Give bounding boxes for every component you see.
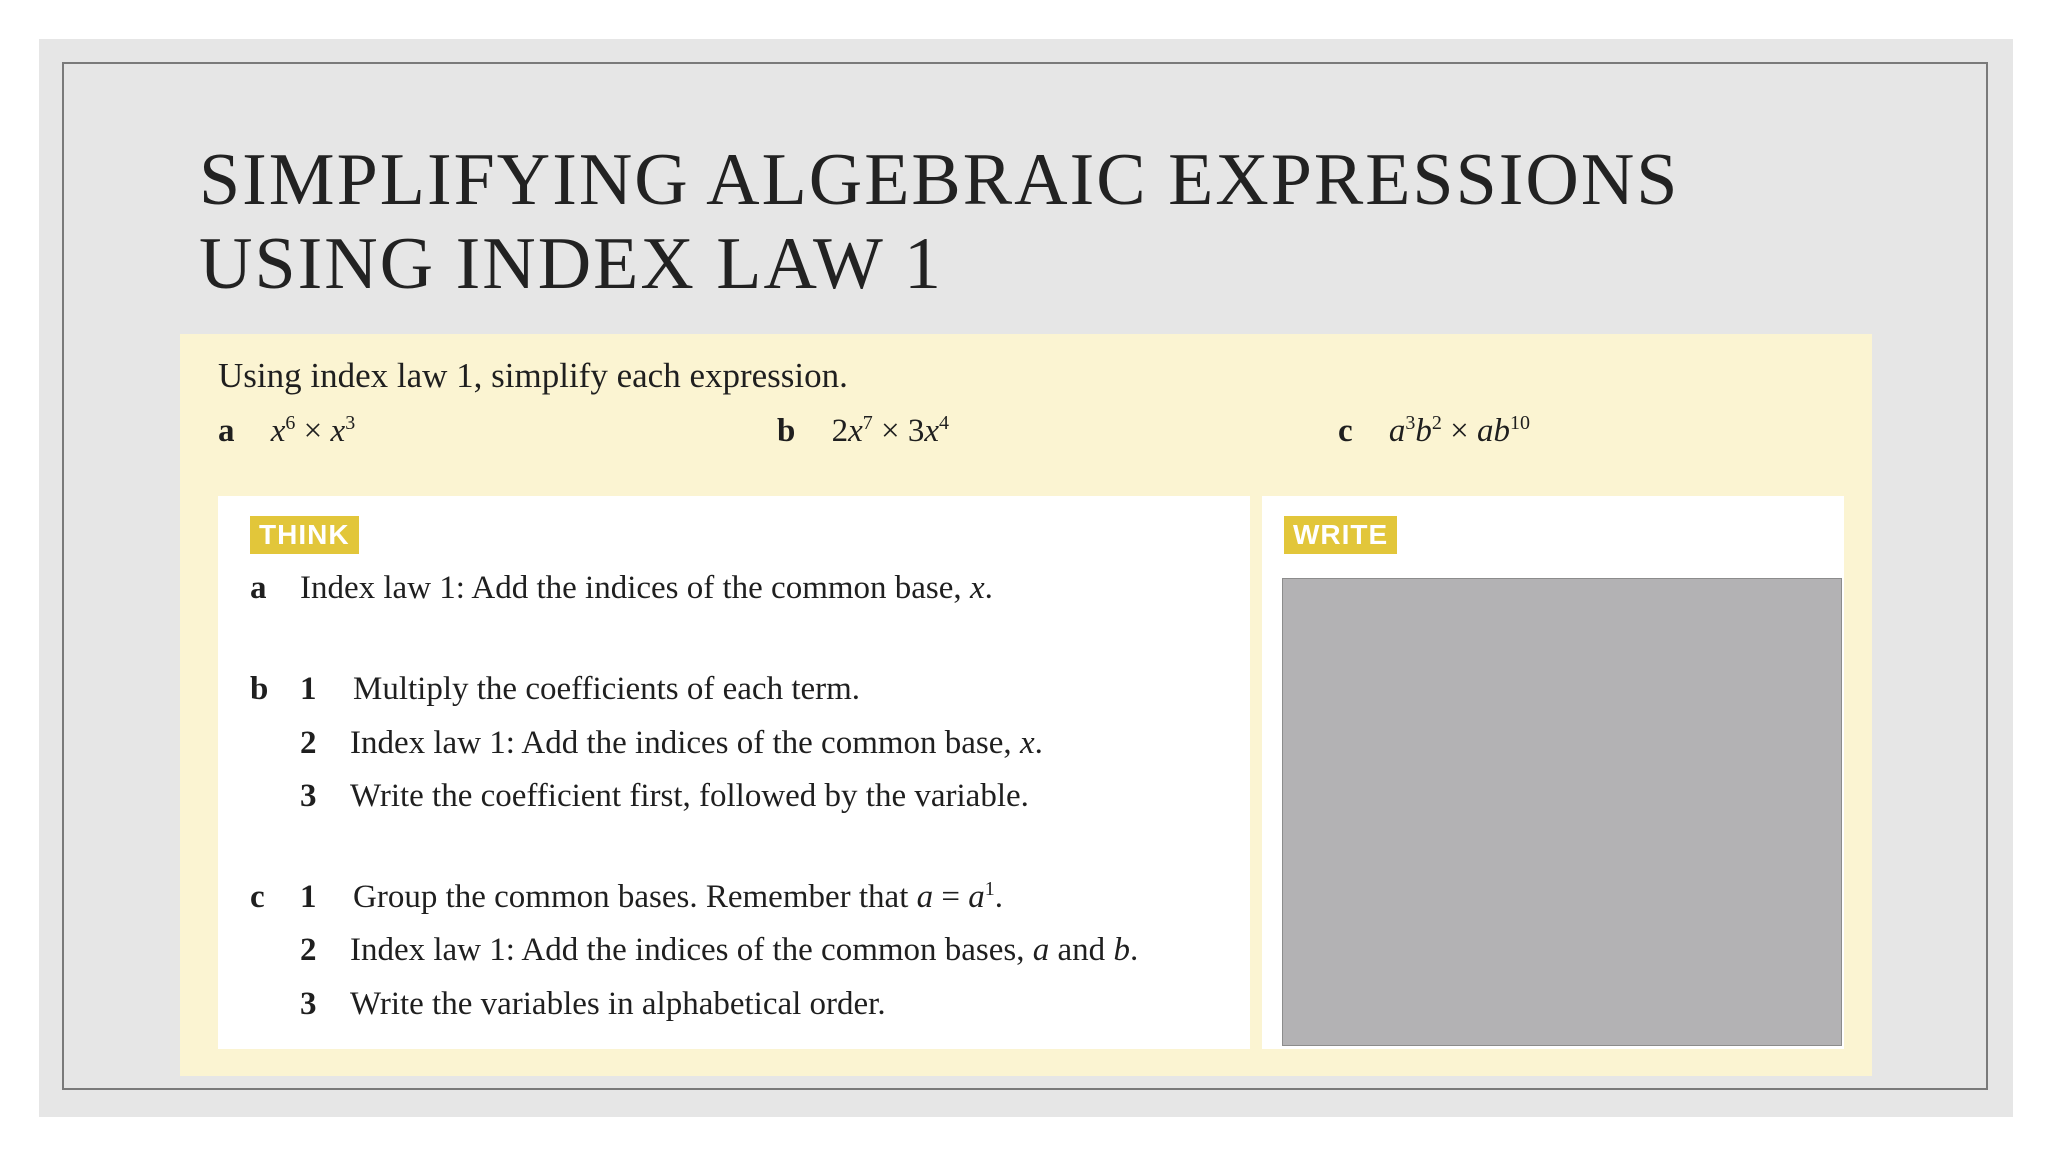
step-variable: a (968, 879, 985, 915)
step-number: 2 (300, 725, 317, 761)
step-number: 3 (300, 986, 317, 1022)
step-text: Group the common bases. Remember that (353, 879, 917, 915)
term-base: x (330, 413, 346, 449)
step-punctuation: . (984, 570, 993, 606)
step-variable: x (969, 570, 985, 606)
step-text: Index law 1: Add the indices of the common base, (350, 725, 1020, 761)
term-exponent: 6 (285, 412, 296, 434)
question-expression (832, 413, 949, 449)
think-step-c3 (300, 986, 886, 1023)
question-letter: c (1338, 413, 1353, 449)
question-b (777, 412, 949, 450)
step-number: 1 (300, 879, 317, 915)
step-punctuation: . (1129, 932, 1139, 968)
term-coefficient: 3 (907, 413, 925, 449)
term-base: x (848, 413, 863, 449)
step-variable: x (1019, 725, 1035, 761)
slide-title-line-1: SIMPLIFYING ALGEBRAIC EXPRESSIONS (199, 139, 1680, 221)
term-base: x (924, 413, 940, 449)
question-a (218, 412, 355, 450)
step-number: 2 (300, 932, 317, 968)
worked-example-panel (180, 334, 1872, 1076)
step-letter: a (250, 570, 267, 606)
term-exponent: 3 (1405, 412, 1416, 434)
times-operator: × (881, 413, 900, 449)
step-text: Multiply the coefficients of each term. (353, 671, 861, 707)
think-column (218, 496, 1250, 1049)
term-base: a (1477, 413, 1494, 449)
step-number: 3 (300, 778, 317, 814)
question-expression (271, 413, 355, 449)
step-text: Write the variables in alphabetical order. (350, 986, 886, 1022)
step-number: 1 (300, 671, 317, 707)
term-base: b (1415, 413, 1432, 449)
think-step-b1 (250, 671, 860, 708)
think-step-c2 (300, 932, 1138, 969)
times-operator: × (303, 413, 323, 449)
step-variable: b (1113, 932, 1130, 968)
think-tag: THINK (250, 516, 359, 554)
step-letter: b (250, 671, 269, 707)
step-exponent: 1 (984, 878, 995, 900)
term-base: x (270, 413, 286, 449)
term-exponent: 4 (939, 412, 950, 434)
step-text: Index law 1: Add the indices of the common bases, (350, 932, 1033, 968)
think-step-a (250, 570, 993, 607)
step-variable: a (1032, 932, 1050, 968)
term-exponent: 10 (1510, 412, 1531, 434)
think-step-b2 (300, 725, 1043, 762)
term-exponent: 7 (862, 412, 873, 434)
term-exponent: 3 (345, 412, 356, 434)
question-expression (1389, 413, 1530, 449)
step-equals: = (933, 879, 969, 915)
term-coefficient: 2 (831, 413, 849, 449)
answer-placeholder-box (1282, 578, 1842, 1046)
write-tag: WRITE (1284, 516, 1397, 554)
times-operator: × (1450, 413, 1469, 449)
write-column (1262, 496, 1844, 1049)
slide-title-line-2: USING INDEX LAW 1 (199, 223, 944, 305)
step-text: Index law 1: Add the indices of the common base, (300, 570, 970, 606)
term-base: a (1388, 413, 1406, 449)
step-punctuation: . (1034, 725, 1043, 761)
term-base: b (1493, 413, 1511, 449)
question-letter: a (218, 413, 235, 449)
think-step-b3 (300, 778, 1029, 815)
step-conjunction: and (1049, 932, 1114, 968)
step-punctuation: . (994, 879, 1003, 915)
term-exponent: 2 (1431, 412, 1442, 434)
step-text: Write the coefficient first, followed by the variable. (350, 778, 1029, 814)
think-step-c1 (250, 878, 1003, 916)
slide-title (199, 138, 1949, 306)
question-letter: b (777, 413, 796, 449)
step-letter: c (250, 879, 265, 915)
question-c (1338, 412, 1530, 450)
exercise-instruction: Using index law 1, simplify each expression. (218, 356, 848, 395)
step-variable: a (916, 879, 934, 915)
